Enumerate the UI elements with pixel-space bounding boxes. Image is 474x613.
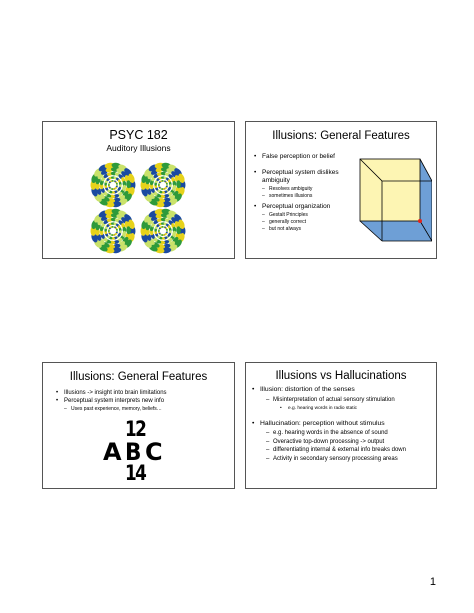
page-number: 1 bbox=[429, 576, 436, 588]
sub-bullet: – sometimes illusions bbox=[262, 193, 349, 200]
bullet-list bbox=[252, 386, 434, 463]
slide-title: Illusions vs Hallucinations bbox=[275, 370, 407, 382]
number-14: 14 bbox=[125, 461, 146, 485]
letter-c: C bbox=[145, 438, 163, 466]
number-12: 12 bbox=[125, 417, 146, 441]
slide-3 bbox=[42, 362, 235, 489]
slide-1 bbox=[42, 121, 235, 259]
bullet-list bbox=[254, 153, 349, 233]
bullet: • Hallucination: perception without stimulus – e.g. hearing words in the absence of sound – Overactive top-down processing -> output – differentiating internal & external info breaks down – Activity in secondary sensory processing areas bbox=[252, 420, 434, 464]
rotating-snakes-illusion-icon bbox=[86, 159, 190, 257]
slide-2 bbox=[245, 121, 437, 259]
slide-title: PSYC 182 bbox=[109, 128, 168, 142]
sub-bullet: – but not always bbox=[262, 226, 349, 233]
bullet: • Illusions -> insight into brain limitations bbox=[56, 389, 231, 397]
sub-bullet: – differentiating internal & external info breaks down bbox=[266, 446, 434, 455]
sub-sub-bullet: • e.g. hearing words in radio static bbox=[280, 405, 434, 412]
bullet: • Illusion: distortion of the senses – Misinterpretation of actual sensory stimulation • e.g. hearing words in radio static bbox=[252, 386, 434, 412]
sub-bullet: – Uses past experience, memory, beliefs… bbox=[64, 406, 231, 413]
sub-bullet: – Overactive top-down processing -> output bbox=[266, 438, 434, 447]
necker-cube-icon bbox=[340, 153, 432, 245]
bullet: • Perceptual system dislikes ambiguity – Resolves ambiguity – sometimes illusions bbox=[254, 169, 349, 200]
sub-bullet: – Activity in secondary sensory processing areas bbox=[266, 455, 434, 464]
letter-a: A bbox=[103, 438, 121, 466]
slide-title: Illusions: General Features bbox=[272, 130, 410, 142]
slide-title: Illusions: General Features bbox=[69, 371, 208, 383]
bullet: • Perceptual organization – Gestalt Principles – generally correct – but not always bbox=[254, 203, 349, 233]
sub-bullet: – Misinterpretation of actual sensory stimulation bbox=[266, 396, 434, 404]
sub-bullet: – generally correct bbox=[262, 219, 349, 226]
bullet: • Perceptual system interprets new info – Uses past experience, memory, beliefs… bbox=[56, 397, 231, 413]
sub-bullet: – e.g. hearing words in the absence of sound bbox=[266, 429, 434, 438]
abc-12-13-14-illusion bbox=[99, 419, 181, 489]
bullet: • False perception or belief bbox=[254, 153, 349, 161]
slide-4 bbox=[245, 362, 437, 489]
sub-bullet: – Resolves ambiguity bbox=[262, 186, 349, 193]
bullet-list bbox=[56, 389, 231, 413]
slide-subtitle: Auditory Illusions bbox=[106, 143, 171, 153]
ambiguous-b-13: B bbox=[125, 438, 142, 466]
sub-bullet: – Gestalt Principles bbox=[262, 212, 349, 219]
